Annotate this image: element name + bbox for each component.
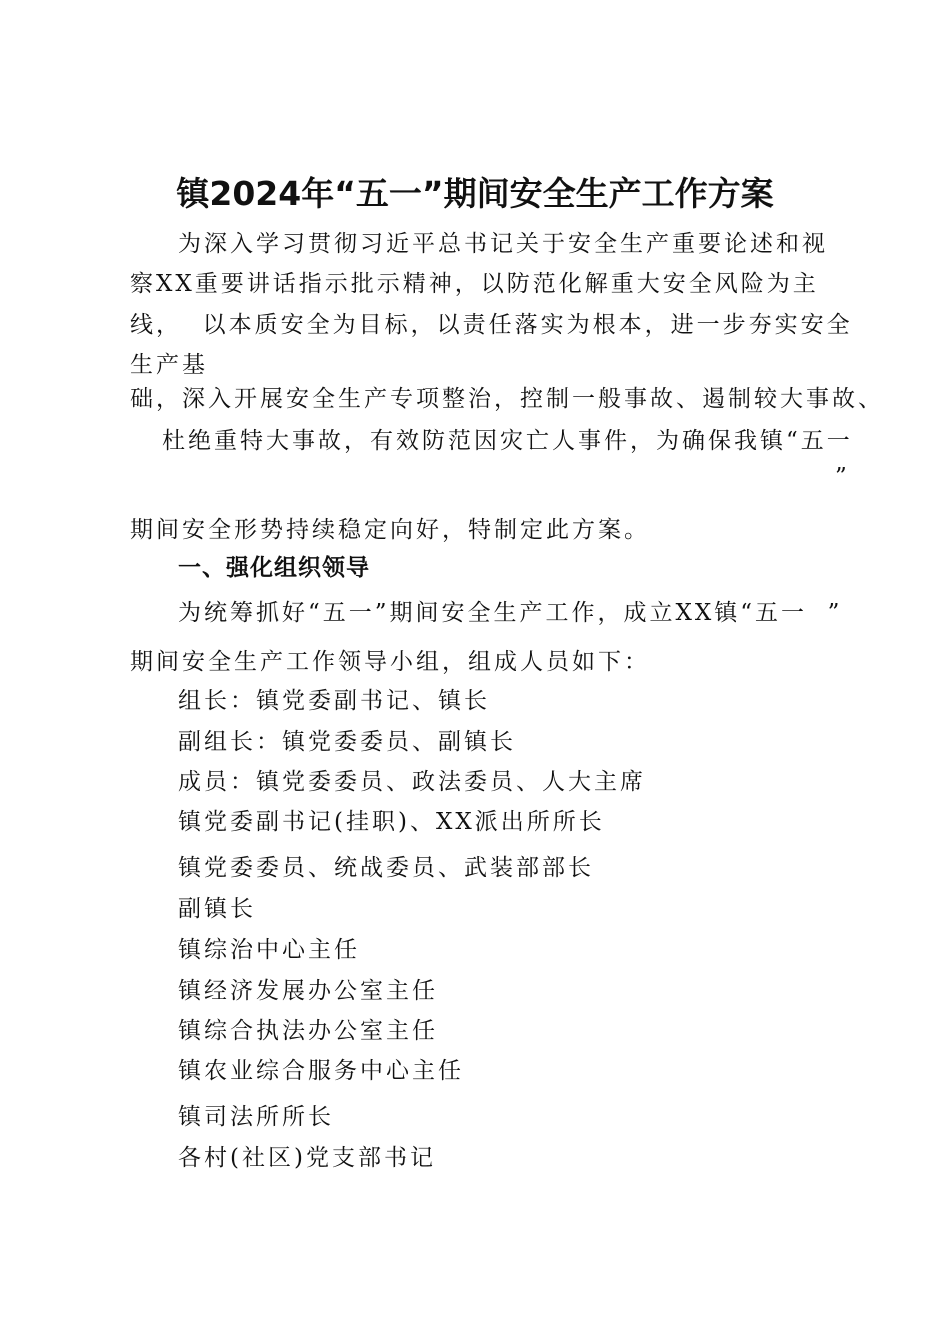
intro-line-1: 为深入学习贯彻习近平总书记关于安全生产重要论述和视 [178,231,828,257]
section-heading: 一、强化组织领导 [178,555,370,581]
intro-line-3: 线， 以本质安全为目标，以责任落实为根本，进一步夯实安全 [130,312,853,338]
intro-line-4: 生产基 [130,352,208,378]
member-line: 镇综合执法办公室主任 [178,1018,438,1044]
member-line: 各村(社区)党支部书记 [178,1145,436,1171]
member-line: 副镇长 [178,896,256,922]
member-line: 成员：镇党委委员、政法委员、人大主席 [178,769,646,795]
member-line: 镇农业综合服务中心主任 [178,1058,464,1084]
section-para-line-1: 为统筹抓好“五一”期间安全生产工作，成立XX镇“五一 ” [178,600,843,626]
intro-line-5: 础，深入开展安全生产专项整治，控制一般事故、遏制较大事故、 [130,386,884,412]
intro-line-8: 期间安全形势持续稳定向好，特制定此方案。 [130,517,650,543]
member-line: 镇经济发展办公室主任 [178,978,438,1004]
member-line: 镇司法所所长 [178,1104,334,1130]
member-line: 镇综治中心主任 [178,937,360,963]
member-line: 镇党委委员、统战委员、武装部部长 [178,855,594,881]
intro-line-6: 杜绝重特大事故，有效防范因灾亡人事件，为确保我镇“五一 [162,428,853,454]
member-line: 副组长：镇党委委员、副镇长 [178,729,516,755]
section-para-line-2: 期间安全生产工作领导小组，组成人员如下： [130,649,650,675]
intro-line-7: ” [835,464,847,490]
document-title: 镇2024年“五一”期间安全生产工作方案 [176,174,774,213]
member-line: 镇党委副书记(挂职)、XX派出所所长 [178,809,605,835]
member-line: 组长：镇党委副书记、镇长 [178,688,490,714]
intro-line-2: 察XX重要讲话指示批示精神，以防范化解重大安全风险为主 [130,271,819,297]
